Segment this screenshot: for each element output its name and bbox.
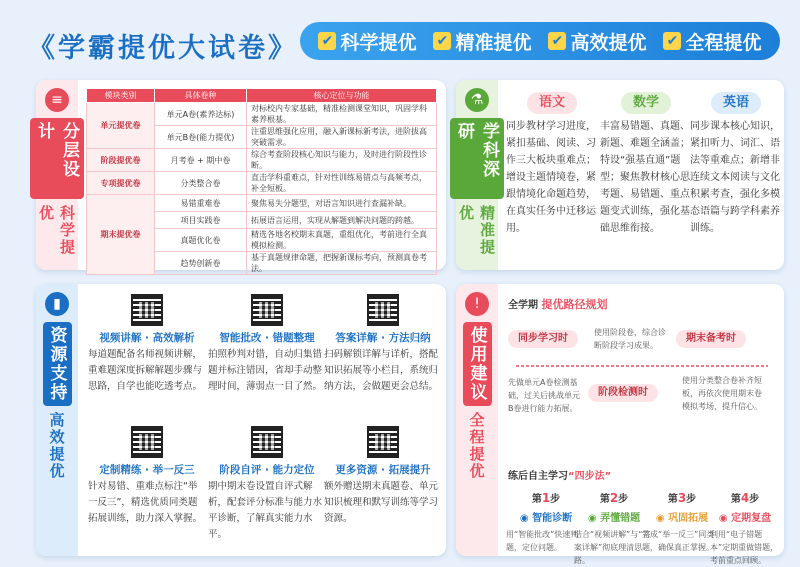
table-row: 单元提优卷 单元A卷(素养达标) 对标校内专家基础，精准检测课堂知识，巩固学科素养根基。 <box>87 103 437 126</box>
header <box>0 0 800 72</box>
feature-item: ✔ 科学提优 <box>318 28 416 55</box>
panel-subheading: 高效提优 <box>47 412 66 480</box>
resource-card: 视频讲解 · 高效解析 每道题配备名师视频讲解，重难题深度拆解解题步骤与思路，自学也能吃透考点。 <box>88 294 206 395</box>
panel-side <box>36 80 78 270</box>
layered-design-panel <box>34 80 446 273</box>
stage-note: 使用阶段卷，综合诊断阶段学习成果。 <box>594 328 666 350</box>
microscope-icon: ⚗ <box>465 88 489 112</box>
subject-chinese: 语文 同步教材学习进度，紧扣基础、阅读、习作三大板块重难点；增设主题情境卷，紧跟情境化命题趋势，在真实任务中迁移运用。 <box>506 92 598 237</box>
panel-heading: 学科深研 <box>450 118 504 199</box>
document-icon: ◉ <box>718 513 732 524</box>
check-icon: ✔ <box>663 32 681 50</box>
panel-heading: 分层设计 <box>30 118 84 199</box>
panel-heading: 资源支持 <box>43 322 72 406</box>
stage-note: 使用分类整合卷补齐短板，再依次使用期末卷模拟考场，提升信心。 <box>682 376 762 411</box>
panel-subheading: 科学提优 <box>37 204 76 256</box>
qr-code-icon[interactable] <box>251 426 283 458</box>
resource-card: 答案详解 · 方法归纳 扫码解锁详解与详析，搭配知识拓展等小栏目，系统归纳方法，会做题更会总结。 <box>324 294 442 395</box>
step-2: 第2步 ◉ 弄懂错题 结合“视频讲解”与“答案详解”彻底理清思路。 <box>574 491 651 565</box>
check-icon: ✔ <box>548 32 566 50</box>
qr-code-icon[interactable] <box>131 294 163 326</box>
step-1: 第1步 ◉ 智能诊断 用“智能批改”快速判题，定位问题。 <box>506 491 579 552</box>
panel-subheading: 全程提优 <box>467 412 486 480</box>
table-row: 项目实践卷 拓展语言运用，实现从解题到解决问题的跨越。 <box>87 212 437 229</box>
resource-card: 阶段自评 · 能力定位 期中期末卷设置自评式解析，配套评分标准与能力水平诊断，了解真实能力水平。 <box>208 426 326 543</box>
lightbulb-icon: ◉ <box>587 513 601 524</box>
plan-title: 全学期 提优路径规划 <box>508 298 608 311</box>
ai-icon: ◉ <box>519 513 533 524</box>
panel-side <box>456 80 498 270</box>
volume-table <box>86 88 437 275</box>
col-desc: 核心定位与功能 <box>247 89 437 103</box>
feature-item: ✔ 高效提优 <box>548 28 646 55</box>
subject-english: 英语 同步课本核心知识，紧扣听力、词汇、语法等重难点；新增非连续文本阅读与文化积累考查，强化多模态语篇与跨学科素养训练。 <box>690 92 782 237</box>
resource-card: 更多资源 · 拓展提升 额外赠送期末真题卷、单元知识梳理和默写训练等学习资源。 <box>324 426 442 527</box>
panel-side <box>456 284 498 556</box>
check-icon: ✔ <box>318 32 336 50</box>
usage-panel <box>456 284 784 565</box>
table-row: 趋势创新卷 基于真题规律命题，把握新课标考向，预测真卷考法。 <box>87 252 437 275</box>
qr-code-icon[interactable] <box>251 294 283 326</box>
qr-code-icon[interactable] <box>367 294 399 326</box>
subject-math: 数学 丰富易错题、真题、新题、难题全涵盖；特设“强基直通”题型；聚焦教材核心思考题、易错题、重点题变式训练，强化基础思维衔接。 <box>600 92 692 237</box>
steps-title: 练后自主学习“四步法” <box>508 471 612 482</box>
feature-item: ✔ 精准提优 <box>433 28 531 55</box>
resource-card: 定制精练 · 举一反三 针对易错、重难点标注“举一反三”，精选优质同类题拓展训练，助力深入掌握。 <box>88 426 206 527</box>
col-volume: 具体卷种 <box>155 89 247 103</box>
resource-panel <box>36 284 446 556</box>
stage-final: 期末备考时 <box>676 330 746 348</box>
table-row: 阶段提优卷 月考卷 + 期中卷 综合考查阶段核心知识与能力，及时进行阶段性诊断。 <box>87 149 437 172</box>
step-4: 第4步 ◉ 定期复盘 利用“电子错题本”定期重做错题，考前重点回顾。 <box>710 491 779 565</box>
page-title: 《学霸提优大试卷》 <box>28 33 298 64</box>
resource-card: 智能批改 · 错题整理 拍照秒判对错，自动归集错题并标注错因，省却手动整理时间，薄弱点一目了然。 <box>208 294 326 395</box>
stage-sync: 同步学习时 <box>508 330 578 348</box>
subject-panel <box>456 80 784 270</box>
table-header <box>87 89 437 103</box>
check-icon: ✔ <box>433 32 451 50</box>
table-row: 真题优化卷 精选各地名校期末真题，重组优化，考前进行全真模拟检测。 <box>87 229 437 252</box>
feature-bar <box>300 22 780 60</box>
stage-check: 阶段检测时 <box>588 384 658 402</box>
panel-side <box>36 284 78 556</box>
step-3: 第3步 ◉ 巩固拓展 完成“举一反三”同类题，确保真正掌握。 <box>642 491 715 552</box>
feature-item: ✔ 全程提优 <box>663 28 761 55</box>
panel-subheading: 精准提优 <box>457 204 496 256</box>
qr-code-icon[interactable] <box>131 426 163 458</box>
alert-icon: ! <box>465 292 489 316</box>
table-row: 单元B卷(能力提优) 注重思维强化应用，融入新课标新考法，进阶拔高突破需求。 <box>87 126 437 149</box>
table-row: 专项提优卷 分类整合卷 直击学科重难点，针对性训练易错点与高频考点，补全短板。 <box>87 172 437 195</box>
layers-icon: ≡ <box>45 88 69 112</box>
panel-heading: 使用建议 <box>463 322 492 406</box>
gear-icon: ◉ <box>655 513 669 524</box>
qr-code-icon[interactable] <box>367 426 399 458</box>
col-module: 模块类别 <box>87 89 155 103</box>
table-row: 期末提优卷 易错重难卷 聚焦易失分题型，对语言知识进行查漏补缺。 <box>87 195 437 212</box>
stage-note: 先做单元A卷检测基础，过关后挑战单元B卷进行能力拓展。 <box>508 378 580 413</box>
bookmark-icon: ▮ <box>45 292 69 316</box>
